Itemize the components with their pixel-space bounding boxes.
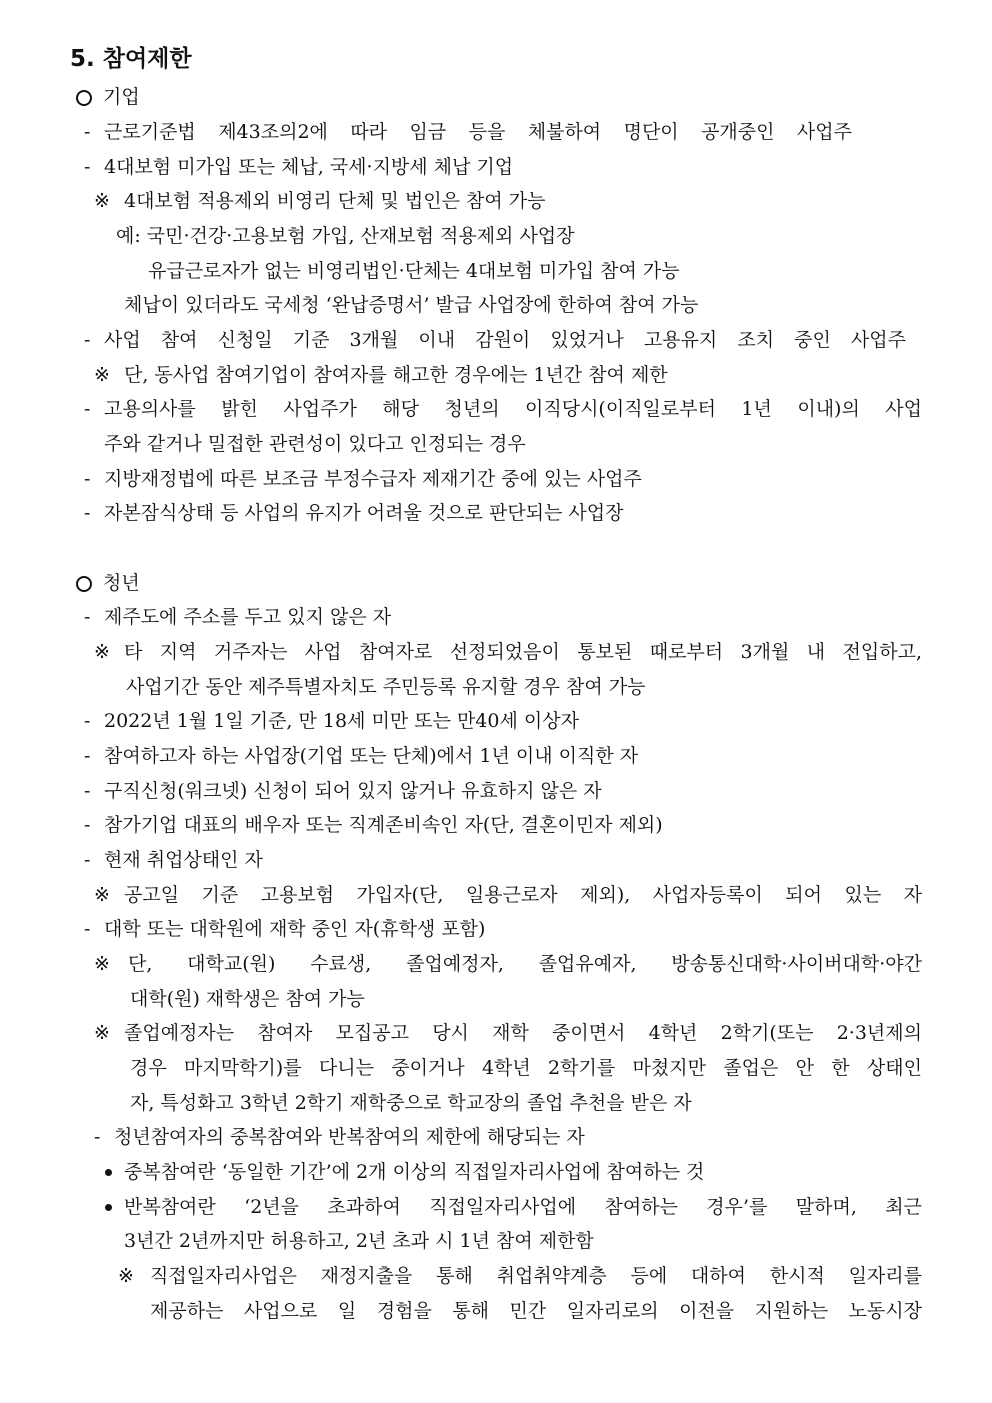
company-note-text: 체납이 있더라도 국세청 ‘완납증명서’ 발급 사업장에 한하여 참여 가능: [124, 294, 699, 316]
youth-bullet-text: 반복참여란 ‘2년을 초과하여 직접일자리사업에 참여하는 경우’를 말하며, 최근: [124, 1196, 922, 1218]
youth-heading: 청년: [103, 572, 140, 594]
company-note-text: 4대보험 적용제외 비영리 단체 및 법인은 참여 가능: [124, 190, 546, 212]
filled-dot-bullet-icon: [105, 1204, 112, 1211]
company-heading: 기업: [103, 86, 140, 108]
dash-marker: -: [84, 780, 91, 802]
dash-marker: -: [84, 156, 91, 178]
reference-mark: ※: [94, 1022, 110, 1044]
youth-note-text: 공고일 기준 고용보험 가입자(단, 일용근로자 제외), 사업자등록이 되어 있는 자: [124, 884, 922, 906]
youth-note-continued: [0, 670, 992, 704]
youth-note: [0, 1016, 992, 1050]
youth-item-text: 현재 취업상태인 자: [104, 849, 263, 871]
youth-note-text: 졸업예정자는 참여자 모집공고 당시 재학 중이면서 4학년 2학기(또는 2·3년제의: [124, 1022, 922, 1044]
company-item: [0, 323, 992, 357]
company-item: [0, 115, 992, 149]
youth-note: [0, 1259, 992, 1293]
company-item-continued: [0, 427, 992, 461]
company-item: [0, 496, 992, 530]
reference-mark: ※: [118, 1265, 134, 1287]
dash-marker: -: [84, 121, 91, 143]
youth-note-text: 자, 특성화고 3학년 2학기 재학중으로 학교장의 졸업 추천을 받은 자: [130, 1092, 692, 1114]
youth-item: [0, 739, 992, 773]
youth-note-continued: [0, 1051, 992, 1085]
youth-note-text: 타 지역 거주자는 사업 참여자로 선정되었음이 통보된 때로부터 3개월 내 전입하고,: [124, 641, 922, 663]
dash-marker: -: [84, 849, 91, 871]
company-item: [0, 392, 992, 426]
company-note-example: [0, 288, 992, 322]
youth-note-text: 직접일자리사업은 재정지출을 통해 취업취약계층 등에 대하여 한시적 일자리를: [150, 1265, 922, 1287]
youth-bullet-text: 3년간 2년까지만 허용하고, 2년 초과 시 1년 참여 제한함: [124, 1230, 594, 1252]
dash-marker: -: [84, 814, 91, 836]
dash-marker: -: [84, 468, 91, 490]
youth-note: [0, 947, 992, 981]
youth-note-text: 경우 마지막학기)를 다니는 중이거나 4학년 2학기를 마쳤지만 졸업은 안 한 상태인: [130, 1057, 922, 1079]
youth-item: [0, 600, 992, 634]
reference-mark: ※: [94, 884, 110, 906]
youth-item-text: 제주도에 주소를 두고 있지 않은 자: [104, 606, 392, 628]
reference-mark: ※: [94, 364, 110, 386]
company-note-text: 예: 국민·건강·고용보험 가입, 산재보험 적용제외 사업장: [116, 225, 575, 247]
youth-note: [0, 878, 992, 912]
section-title-line: [0, 42, 992, 76]
company-item-text: 근로기준법 제43조의2에 따라 임금 등을 체불하여 명단이 공개중인 사업주: [104, 121, 852, 143]
reference-mark: ※: [94, 641, 110, 663]
reference-mark: ※: [94, 953, 110, 975]
youth-item: [0, 808, 992, 842]
company-item: [0, 150, 992, 184]
company-note: [0, 358, 992, 392]
youth-item-text: 2022년 1월 1일 기준, 만 18세 미만 또는 만40세 이상자: [104, 710, 579, 732]
dash-marker: -: [84, 398, 91, 420]
youth-item-text: 참가기업 대표의 배우자 또는 직계존비속인 자(단, 결혼이민자 제외): [104, 814, 663, 836]
company-item-text: 자본잠식상태 등 사업의 유지가 어려울 것으로 판단되는 사업장: [104, 502, 624, 524]
company-note-example: [0, 219, 992, 253]
dash-marker: -: [84, 606, 91, 628]
youth-item: [0, 843, 992, 877]
youth-note-continued: [0, 1086, 992, 1120]
youth-item-text: 참여하고자 하는 사업장(기업 또는 단체)에서 1년 이내 이직한 자: [104, 745, 639, 767]
youth-note-text: 대학(원) 재학생은 참여 가능: [130, 988, 365, 1010]
dash-marker: -: [94, 1126, 101, 1148]
youth-item: [0, 704, 992, 738]
company-note-text: 유급근로자가 없는 비영리법인·단체는 4대보험 미가입 참여 가능: [148, 260, 680, 282]
company-note-text: 단, 동사업 참여기업이 참여자를 해고한 경우에는 1년간 참여 제한: [124, 364, 668, 386]
company-note-example: [0, 254, 992, 288]
hollow-circle-bullet-icon: [76, 576, 92, 592]
youth-bullet-item: [0, 1155, 992, 1189]
filled-dot-bullet-icon: [105, 1169, 112, 1176]
company-item-text: 4대보험 미가입 또는 체납, 국세·지방세 체납 기업: [104, 156, 514, 178]
youth-note-continued: [0, 982, 992, 1016]
company-heading-line: [0, 80, 992, 114]
dash-marker: -: [84, 710, 91, 732]
company-item-text: 사업 참여 신청일 기준 3개월 이내 감원이 있었거나 고용유지 조치 중인 사업주: [104, 329, 906, 351]
youth-bullet-text: 중복참여란 ‘동일한 기간’에 2개 이상의 직접일자리사업에 참여하는 것: [124, 1161, 705, 1183]
youth-note-text: 사업기간 동안 제주특별자치도 주민등록 유지할 경우 참여 가능: [126, 676, 646, 698]
youth-note: [0, 635, 992, 669]
youth-item-text: 구직신청(워크넷) 신청이 되어 있지 않거나 유효하지 않은 자: [104, 780, 602, 802]
youth-bullet-item: [0, 1190, 992, 1224]
dash-marker: -: [84, 918, 91, 940]
youth-item: [0, 912, 992, 946]
youth-item-text: 대학 또는 대학원에 재학 중인 자(휴학생 포함): [104, 918, 486, 940]
dash-marker: -: [84, 329, 91, 351]
dash-marker: -: [84, 502, 91, 524]
youth-item: [0, 1120, 992, 1154]
company-item-text: 지방재정법에 따른 보조금 부정수급자 제재기간 중에 있는 사업주: [104, 468, 642, 490]
youth-item: [0, 774, 992, 808]
company-item: [0, 462, 992, 496]
company-item-text: 고용의사를 밝힌 사업주가 해당 청년의 이직당시(이직일로부터 1년 이내)의 사업: [104, 398, 922, 420]
section-title: 5. 참여제한: [70, 46, 192, 72]
youth-heading-line: [0, 566, 992, 600]
dash-marker: -: [84, 745, 91, 767]
youth-item-text: 청년참여자의 중복참여와 반복참여의 제한에 해당되는 자: [114, 1126, 585, 1148]
hollow-circle-bullet-icon: [76, 90, 92, 106]
company-note: [0, 184, 992, 218]
youth-note-text: 단, 대학교(원) 수료생, 졸업예정자, 졸업유예자, 방송통신대학·사이버대학·야간: [128, 953, 922, 975]
youth-note-text: 제공하는 사업으로 일 경험을 통해 민간 일자리로의 이전을 지원하는 노동시장: [150, 1300, 922, 1322]
youth-bullet-continued: [0, 1224, 992, 1258]
reference-mark: ※: [94, 190, 110, 212]
company-item-text: 주와 같거나 밀접한 관련성이 있다고 인정되는 경우: [104, 433, 526, 455]
youth-note-continued: [0, 1294, 992, 1328]
